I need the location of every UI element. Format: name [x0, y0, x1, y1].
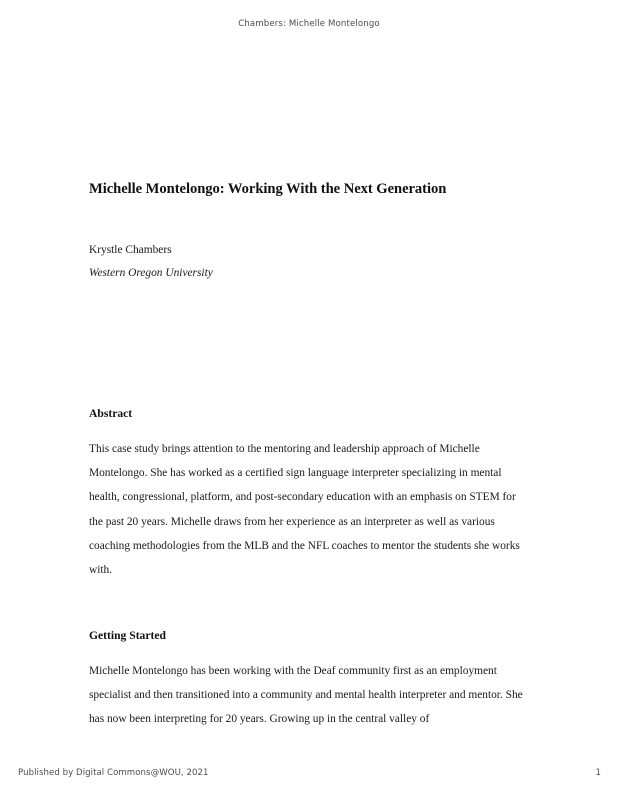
page-title: Michelle Montelongo: Working With the Next Generation	[89, 180, 447, 197]
footer-page-number: 1	[595, 768, 601, 778]
page-footer	[0, 768, 618, 786]
author-name: Krystle Chambers	[89, 244, 172, 256]
section-getting-started	[89, 629, 531, 732]
section-heading-getting-started: Getting Started	[89, 629, 166, 642]
author-block	[89, 239, 531, 285]
section-body-getting-started: Michelle Montelongo has been working with the Deaf community first as an employment specialist and then transitioned into a community and mental health interpreter and mentor. She has now been interpreting for 20 years. Growing up in the central valley of	[89, 665, 523, 726]
running-head: Chambers: Michelle Montelongo	[238, 19, 380, 29]
section-abstract	[89, 407, 531, 582]
footer-publisher-line: Published by Digital Commons@WOU, 2021	[18, 768, 209, 778]
author-affiliation: Western Oregon University	[89, 267, 213, 279]
section-body-abstract: This case study brings attention to the mentoring and leadership approach of Michelle Montelongo. She has worked as a certified sign language interpreter specializing in mental health, congressional, platform, and post-secondary education with an emphasis on STEM for the past 20 years. Michelle draws from her experience as an interpreter as well as various coaching methodologies from the MLB and the NFL coaches to mentor the students she works with.	[89, 443, 520, 577]
section-heading-abstract: Abstract	[89, 407, 133, 420]
